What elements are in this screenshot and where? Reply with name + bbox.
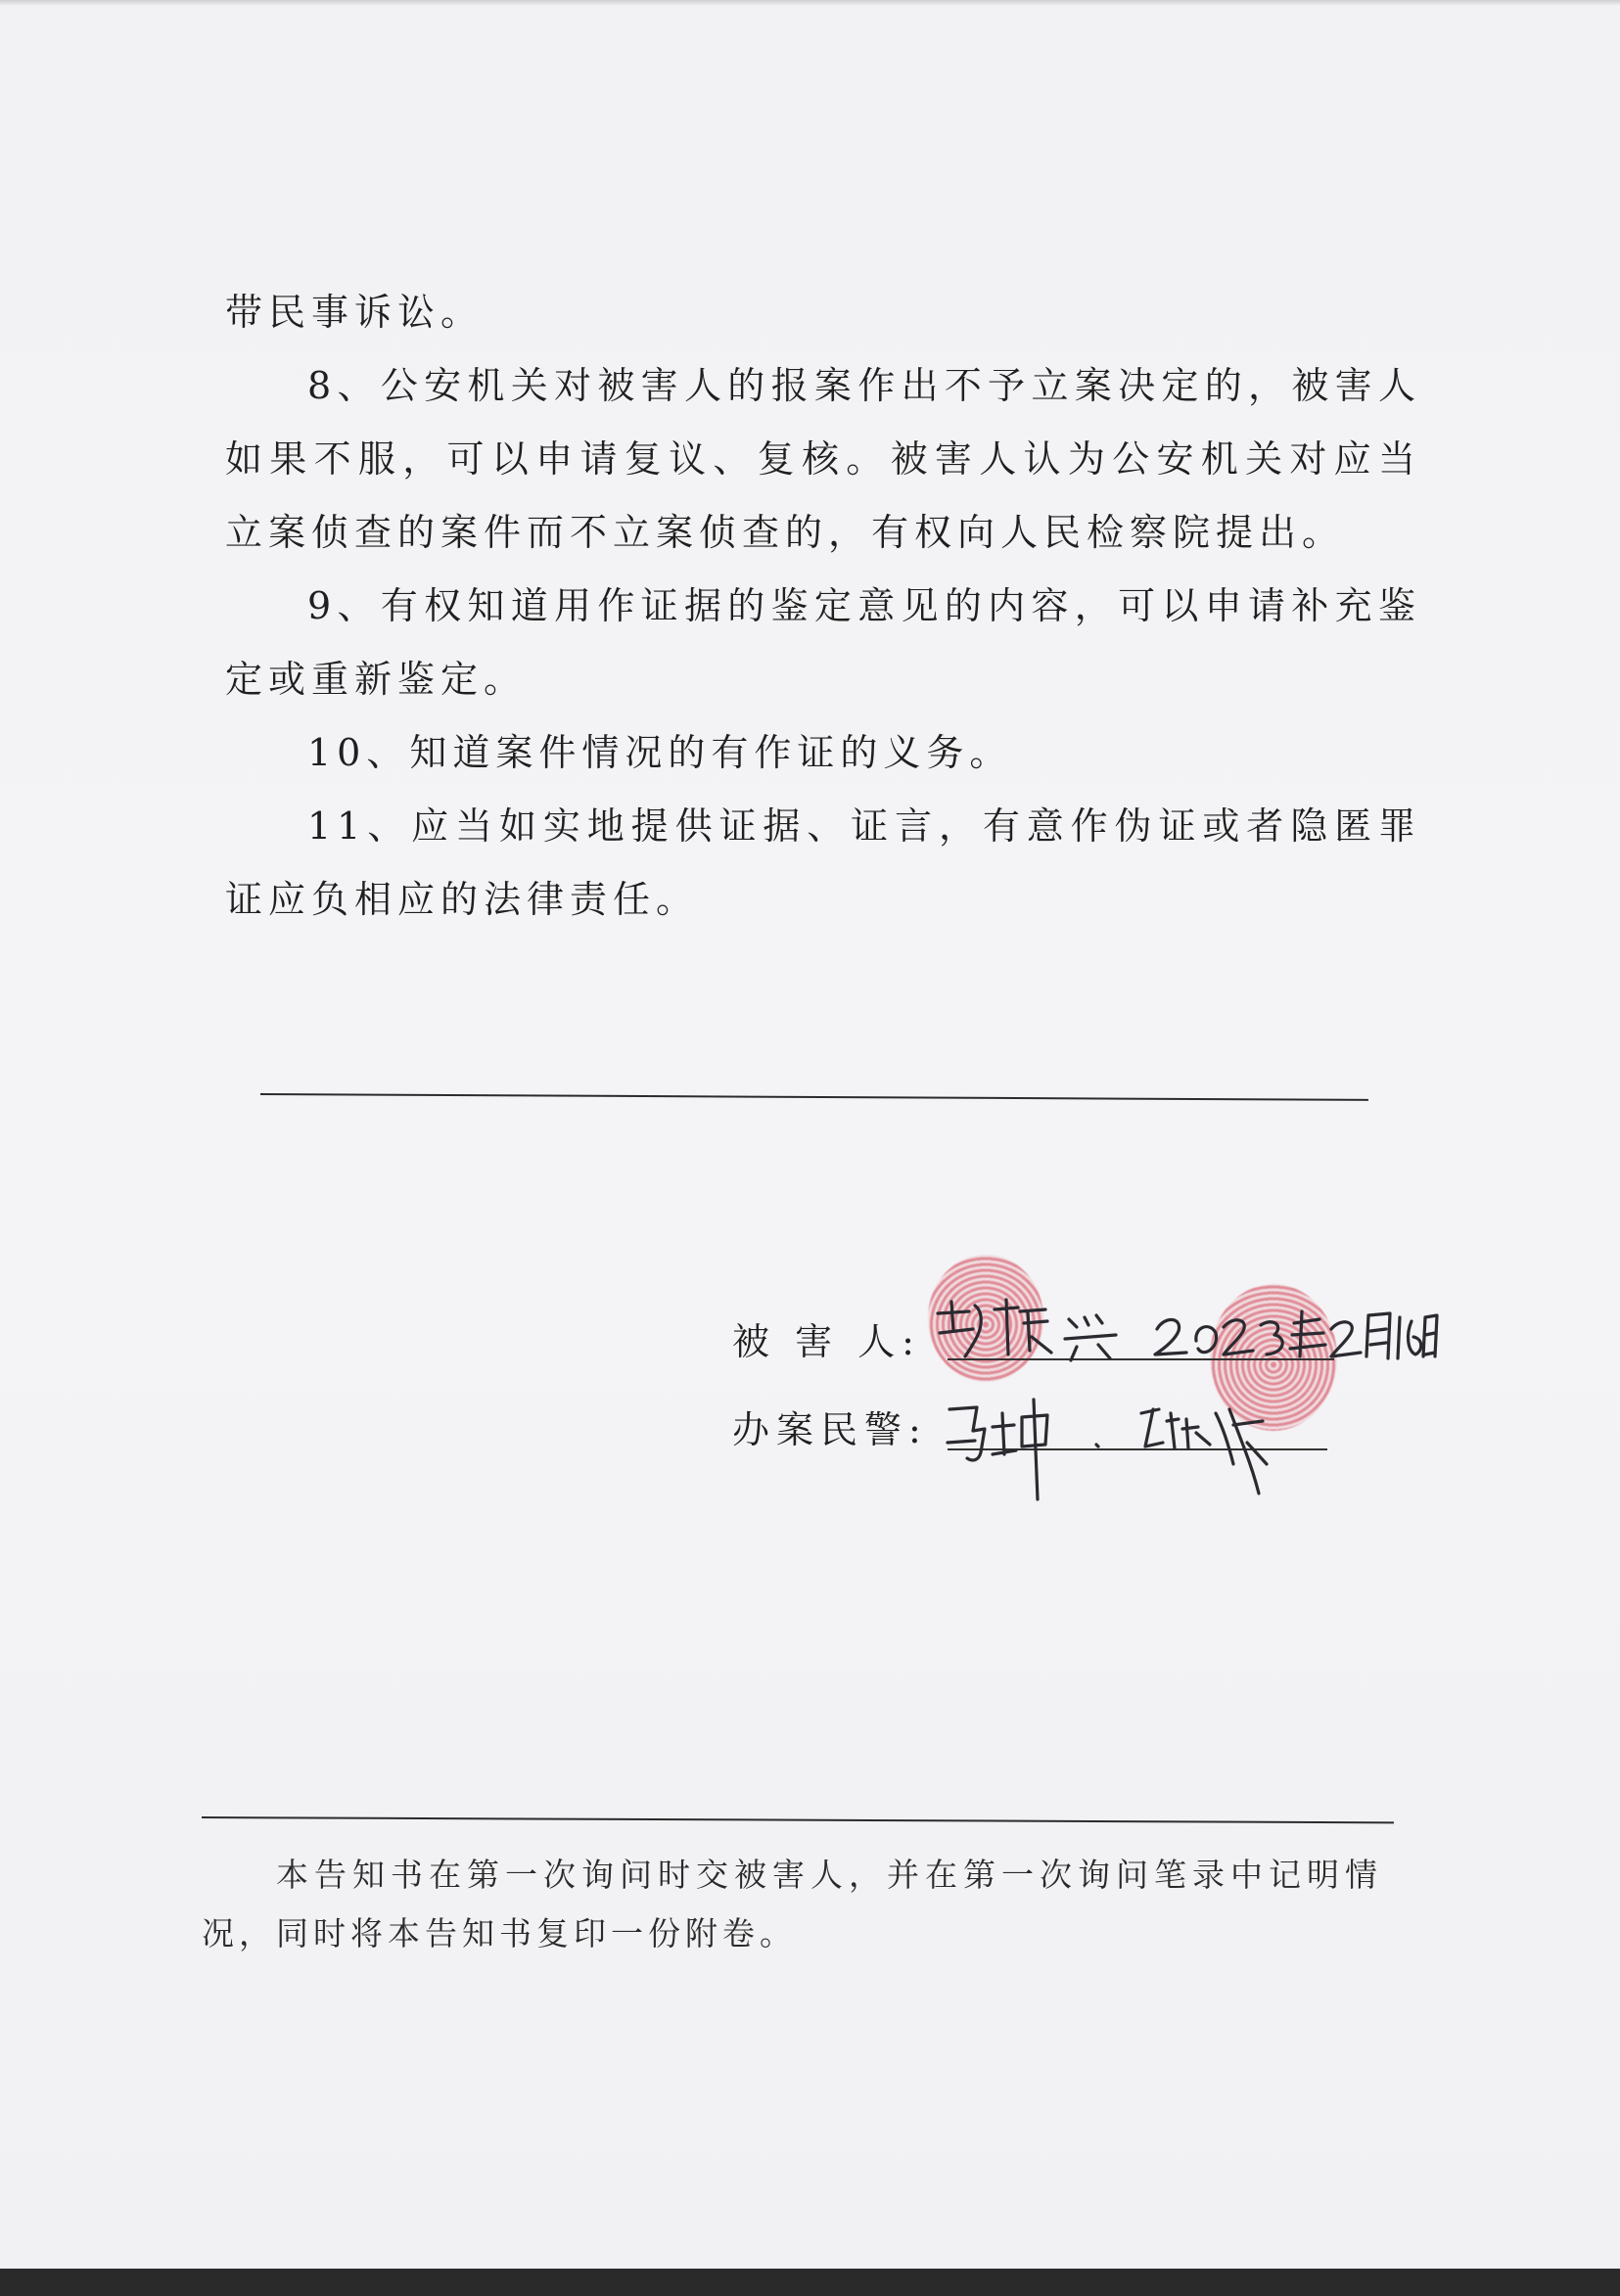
paragraph-item-8: 8、公安机关对被害人的报案作出不予立案决定的，被害人如果不服，可以申请复议、复核。被害人认为公安机关对应当 立案侦查的案件而不立案侦查的，有权向人民检察院提出。: [225, 364, 1421, 554]
fingerprint-1: [928, 1255, 1043, 1382]
paragraph-item-10: 10、知道案件情况的有作证的义务。: [307, 731, 1013, 774]
paragraph-continuation: 带民事诉讼。: [225, 291, 485, 334]
footnote-text: 本告知书在第一次询问时交被害人，并在第一次询问笔录中记明情况，同时将本告知书复印一份附卷。: [202, 1856, 1382, 1952]
scan-edge-bottom: [0, 2269, 1620, 2296]
officer-signature-label: 办案民警:: [732, 1408, 928, 1451]
footnote: [202, 1846, 1382, 1963]
divider-line: [260, 1093, 1368, 1101]
victim-signature-line: [948, 1358, 1334, 1360]
notice-body: [225, 276, 1421, 937]
victim-signature-label: 被 害 人:: [732, 1320, 921, 1363]
fingerprint-2: [1210, 1284, 1337, 1431]
paragraph-item-9: 9、有权知道用作证据的鉴定意见的内容，可以申请补充鉴定或重新鉴定。: [225, 584, 1421, 701]
paragraph-item-11: 11、应当如实地提供证据、证言，有意作伪证或者隐匿罪 证应负相应的法律责任。: [225, 804, 1421, 921]
scan-edge-top: [0, 0, 1620, 6]
footnote-divider: [202, 1816, 1394, 1823]
officer-signature-line: [948, 1448, 1327, 1450]
